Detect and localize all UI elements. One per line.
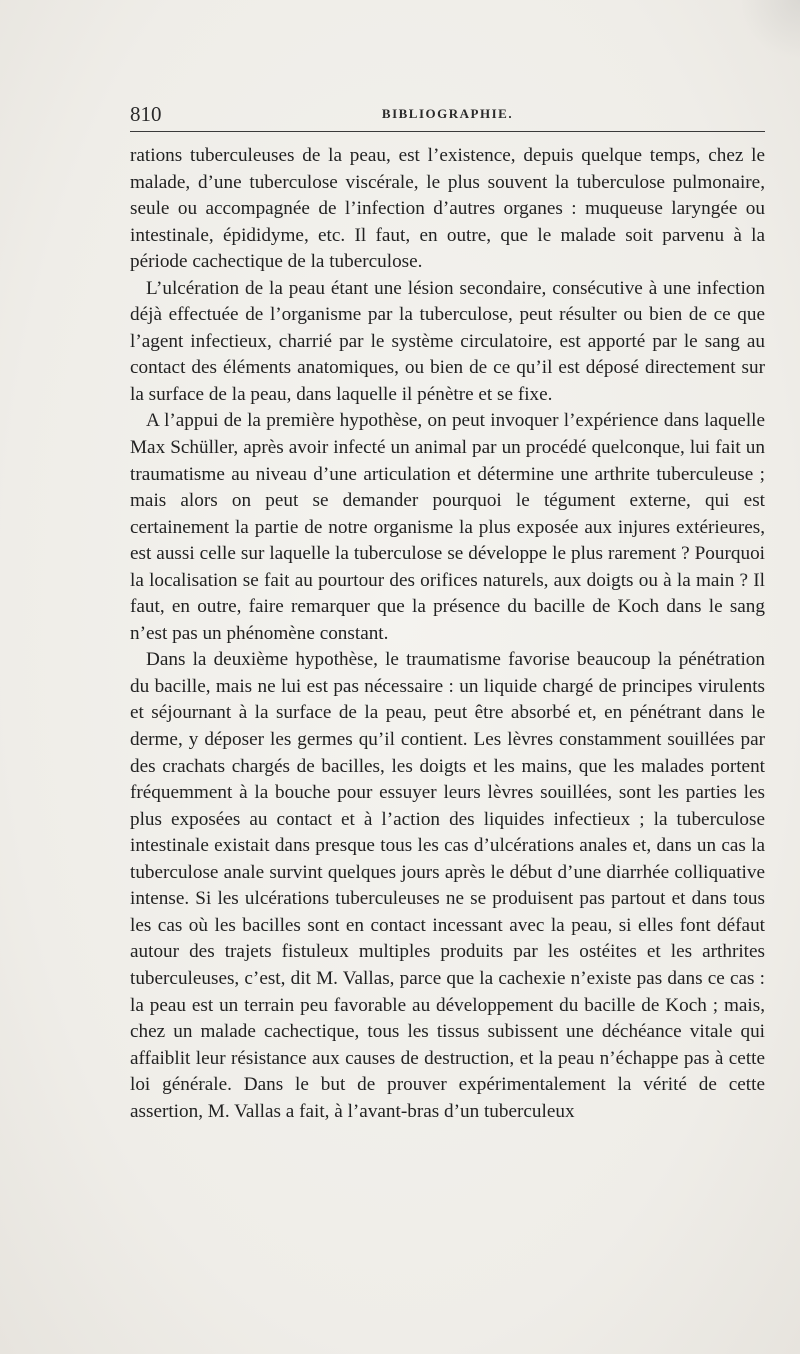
page-corner-stain [740, 0, 800, 60]
running-head: BIBLIOGRAPHIE. [381, 106, 514, 121]
paragraph: A l’appui de la première hypothèse, on peut invoquer l’expérience dans laquelle Max Schüller, après avoir infecté un animal par un procédé quelconque, lui fait un traumatisme au niveau d’une articulation et détermine une arthrite tuberculeuse ; mais alors on peut se demander pourquoi le tégument externe, qui est certainement la partie de notre organisme la plus exposée aux injures extérieures, est aussi celle sur laquelle la tuberculose se développe le plus rarement ? Pourquoi la localisation se fait au pourtour des orifices naturels, aux doigts ou à la main ? Il faut, en outre, faire remarquer que la présence du bacille de Koch dans le sang n’est pas un phénomène constant. [130, 410, 765, 644]
paragraph: Dans la deuxième hypothèse, le traumatisme favorise beaucoup la pénétration du bacille, mais ne lui est pas nécessaire : un liquide chargé de principes virulents et séjournant à la surface de la peau, peut être absorbé et, en pénétrant dans le derme, y déposer les germes qu’il contient. Les lèvres constamment souillées par des crachats chargés de bacilles, les doigts et les mains, que les malades portent fréquemment à la bouche pour essuyer leurs lèvres souillées, sont les parties les plus exposées au contact et à l’action des liquides infectieux ; la tuberculose intestinale existait dans presque tous les cas d’ulcérations anales et, dans un cas la tuberculose anale survint quelques jours après le début d’une diarrhée colliquative intense. Si les ulcérations tuberculeuses ne se produisent pas partout et dans tous les cas où les bacilles sont en contact incessant avec la peau, si elles font défaut autour des trajets fistuleux multiples produits par les ostéites et les arthrites tuberculeuses, c’est, dit M. Vallas, parce que la cachexie n’existe pas dans ce cas : la peau est un terrain peu favorable au développement du bacille de Koch ; mais, chez un malade cachectique, tous les tissus subissent une déchéance vitale qui affaiblit leur résistance aux causes de destruction, et la peau n’échappe pas à cette loi générale. Dans le but de prouver expérimentalement la vérité de cette assertion, M. Vallas a fait, à l’avant-bras d’un tuberculeux [130, 649, 765, 1122]
paragraph: rations tuberculeuses de la peau, est l’existence, depuis quelque temps, chez le malade, d’une tuberculose viscérale, le plus souvent la tuberculose pulmonaire, seule ou accompagnée de l’infection d’autres organes : muqueuse laryngée ou intestinale, épididyme, etc. Il faut, en outre, que le malade soit parvenu à la période cachectique de la tuberculose. [130, 145, 765, 273]
page-header [130, 100, 765, 128]
body-text [130, 143, 765, 1125]
header-rule [130, 131, 765, 132]
page-number: 810 [130, 102, 162, 126]
paragraph: L’ulcération de la peau étant une lésion secondaire, consécutive à une infection déjà effectuée de l’organisme par la tuberculose, peut résulter ou bien de ce que l’agent infectieux, charrié par le système circulatoire, est apporté par le sang au contact des éléments anatomiques, ou bien de ce qu’il est déposé directement sur la surface de la peau, dans laquelle il pénètre et se fixe. [130, 277, 765, 405]
